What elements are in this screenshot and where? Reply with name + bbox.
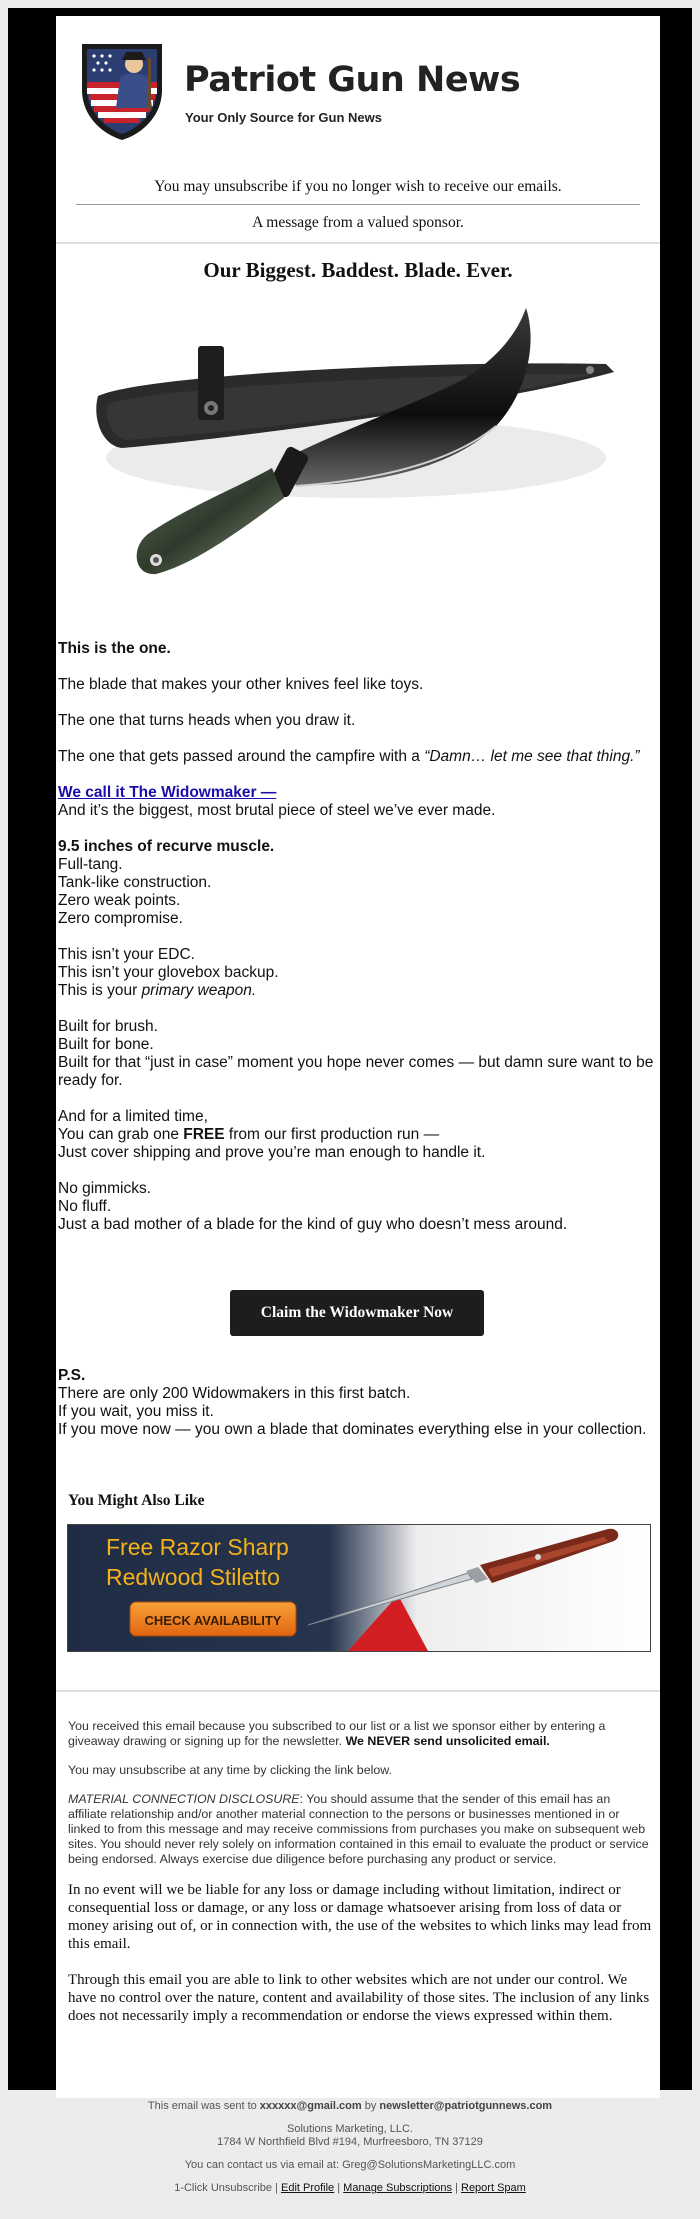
no-fluff-line: No fluff. xyxy=(58,1198,112,1215)
also-like-title: You Might Also Like xyxy=(68,1492,205,1509)
promo-line: The one that turns heads when you draw it. xyxy=(58,712,356,729)
unsubscribe-notice[interactable]: You may unsubscribe if you no longer wish to receive our emails. xyxy=(154,178,562,195)
promo-body xyxy=(58,640,658,1252)
ad-headline-1: Free Razor Sharp xyxy=(106,1534,289,1560)
company-address: 1784 W Northfield Blvd #194, Murfreesboro, TN 37129 xyxy=(217,2136,483,2148)
built-line: Built for that “just in case” moment you hope never comes — but damn sure want to be ready for. xyxy=(58,1054,654,1089)
spec-item: Zero weak points. xyxy=(58,892,181,909)
disclosure-text: : You should assume that the sender of this email has an affiliate relationship and/or another material connection to the persons or businesses mentioned in or linked to from this message and may receive commissions from purchases you make on subsequent web sites. You should never rely solely on information contained in this email to evaluate the product or service being endorsed. Always exercise due diligence before purchasing any product or service. xyxy=(68,1792,649,1866)
ps-line: There are only 200 Widowmakers in this first batch. xyxy=(58,1385,411,1402)
spec-paragraph xyxy=(58,838,658,928)
promo-line xyxy=(58,748,658,766)
link-separator: | xyxy=(334,2182,344,2194)
patriot-shield-logo-icon xyxy=(76,38,168,142)
subscription-reason xyxy=(68,1719,652,1749)
edc-line: This is your xyxy=(58,982,142,999)
sponsor-message: A message from a valued sponsor. xyxy=(252,214,464,231)
link-separator: | xyxy=(272,2182,281,2194)
email-frame xyxy=(8,8,692,2090)
built-paragraph xyxy=(58,1018,658,1090)
offer-line: Just cover shipping and prove you’re man enough to handle it. xyxy=(58,1144,486,1161)
report-spam-link[interactable]: Report Spam xyxy=(461,2182,526,2194)
sent-by-text: by xyxy=(361,2100,380,2112)
promo-quote: “Damn… let me see that thing.” xyxy=(424,748,640,765)
knife-product-image[interactable] xyxy=(86,308,646,598)
manage-subscriptions-link[interactable]: Manage Subscriptions xyxy=(343,2182,453,2194)
disclosure-label: MATERIAL CONNECTION DISCLOSURE xyxy=(68,1792,300,1806)
legal-section xyxy=(68,1719,652,2043)
company-name: Solutions Marketing, LLC. xyxy=(287,2123,413,2135)
built-line: Built for brush. xyxy=(58,1018,158,1035)
edit-profile-link[interactable]: Edit Profile xyxy=(280,2182,335,2194)
liability-paragraph: In no event will we be liable for any loss or damage including without limitation, indirect or consequential loss or damage, or any loss or damage whatsoever arising from loss of data or money arising out of, or in connection with, the use of the websites to which links may lead from this email. xyxy=(68,1882,652,1952)
edc-emphasis: primary weapon. xyxy=(141,982,257,999)
offer-paragraph xyxy=(58,1108,658,1162)
widowmaker-follow: And it’s the biggest, most brutal piece of steel we’ve ever made. xyxy=(58,802,496,819)
spec-item: Tank-like construction. xyxy=(58,874,212,891)
spec-item: Zero compromise. xyxy=(58,910,183,927)
edc-line: This isn’t your glovebox backup. xyxy=(58,964,279,981)
divider xyxy=(56,242,660,244)
stiletto-ad-banner[interactable] xyxy=(67,1524,651,1652)
no-fluff-paragraph xyxy=(58,1180,658,1234)
offer-line: And for a limited time, xyxy=(58,1108,208,1125)
subscription-reason-text: You received this email because you subscribed to our list or a list we sponsor either by entering a giveaway drawing or signing up for the newsletter. xyxy=(68,1719,606,1748)
no-unsolicited-note: We NEVER send unsolicited email. xyxy=(345,1734,550,1748)
legal-serif-block xyxy=(68,1881,652,2025)
offer-line: You can grab one xyxy=(58,1126,184,1143)
no-fluff-line: Just a bad mother of a blade for the kind of guy who doesn’t mess around. xyxy=(58,1216,568,1233)
stiletto-ad-graphic xyxy=(68,1525,650,1651)
email-footer xyxy=(0,2100,700,2205)
footer-links xyxy=(0,2182,700,2195)
divider xyxy=(56,1690,660,1692)
third-party-paragraph: Through this email you are able to link to other websites which are not under our control. We have no control over the nature, content and availability of those sites. The inclusion of any links does not necessarily imply a recommendation or endorse the views expressed within them. xyxy=(68,1972,650,2024)
offer-line: from our first production run — xyxy=(224,1126,440,1143)
unsubscribe-anytime: You may unsubscribe at any time by clicking the link below. xyxy=(68,1763,392,1777)
ad-headline-2: Redwood Stiletto xyxy=(106,1564,280,1590)
sender-email: newsletter@patriotgunnews.com xyxy=(379,2100,553,2112)
claim-widowmaker-button[interactable]: Claim the Widowmaker Now xyxy=(230,1290,484,1336)
ad-check-availability-button[interactable]: CHECK AVAILABILITY xyxy=(144,1613,282,1628)
spec-heading: 9.5 inches of recurve muscle. xyxy=(58,838,275,855)
edc-line: This isn’t your EDC. xyxy=(58,946,195,963)
material-disclosure xyxy=(68,1792,652,1867)
spec-item: Full-tang. xyxy=(58,856,123,873)
widowmaker-link[interactable]: We call it The Widowmaker — xyxy=(58,784,277,801)
offer-free: FREE xyxy=(183,1126,225,1143)
divider xyxy=(76,204,640,205)
recipient-email: xxxxxx@gmail.com xyxy=(259,2100,362,2112)
promo-line-prefix: The one that gets passed around the campfire with a xyxy=(58,748,425,765)
promo-intro: This is the one. xyxy=(58,640,171,657)
link-separator: | xyxy=(452,2182,461,2194)
widowmaker-paragraph xyxy=(58,784,658,820)
ps-label: P.S. xyxy=(58,1367,86,1384)
edc-paragraph xyxy=(58,946,658,1000)
built-line: Built for bone. xyxy=(58,1036,154,1053)
no-fluff-line: No gimmicks. xyxy=(58,1180,152,1197)
ps-line: If you move now — you own a blade that dominates everything else in your collection. xyxy=(58,1421,647,1438)
brand-title: Patriot Gun News xyxy=(184,60,521,100)
one-click-unsubscribe[interactable]: 1-Click Unsubscribe xyxy=(174,2182,272,2194)
brand-tagline: Your Only Source for Gun News xyxy=(185,110,382,125)
promo-line: The blade that makes your other knives feel like toys. xyxy=(58,676,424,693)
ps-line: If you wait, you miss it. xyxy=(58,1403,214,1420)
contact-line: You can contact us via email at: Greg@SolutionsMarketingLLC.com xyxy=(184,2159,516,2171)
ps-section xyxy=(58,1367,658,1439)
sent-to-line xyxy=(0,2100,700,2113)
promo-headline: Our Biggest. Baddest. Blade. Ever. xyxy=(203,258,513,282)
email-body xyxy=(56,16,660,2098)
sent-to-prefix: This email was sent to xyxy=(147,2100,260,2112)
